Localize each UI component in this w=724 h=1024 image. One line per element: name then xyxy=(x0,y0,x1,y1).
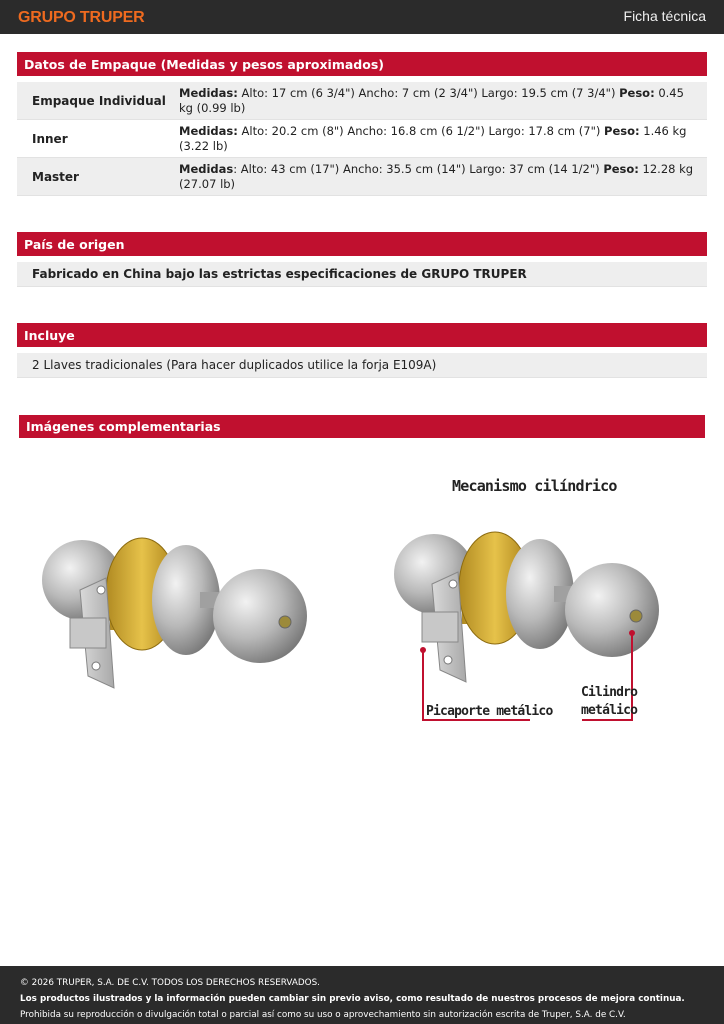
origen-text: Fabricado en China bajo las estrictas especificaciones de GRUPO TRUPER xyxy=(17,262,707,287)
row-value: Medidas: Alto: 20.2 cm (8") Ancho: 16.8 cm (6 1/2") Largo: 17.8 cm (7") Peso: 1.46 kg (3.22 lb) xyxy=(179,123,687,153)
callout-latch-label: Picaporte metálico xyxy=(426,704,553,719)
imagenes-section-header: Imágenes complementarias xyxy=(19,415,705,438)
callout-cylinder-label-2: metálico xyxy=(581,703,638,718)
mechanism-title: Mecanismo cilíndrico xyxy=(452,477,617,495)
footer-legal: Prohibida su reproducción o divulgación total o parcial así como su uso o aprovechamiento sin autorización escrita de Truper, S.A. de C.V. xyxy=(20,1010,626,1020)
empaque-section-header: Datos de Empaque (Medidas y pesos aproximados) xyxy=(17,52,707,76)
empaque-table xyxy=(17,82,707,196)
callout-cylinder-label-1: Cilindro xyxy=(581,685,638,700)
lock-image-right xyxy=(394,532,659,682)
footer xyxy=(0,966,724,1024)
top-bar xyxy=(0,0,724,34)
row-label: Inner xyxy=(32,131,68,146)
row-label: Empaque Individual xyxy=(32,93,166,108)
table-row xyxy=(17,82,707,120)
footer-copyright: © 2026 TRUPER, S.A. DE C.V. TODOS LOS DERECHOS RESERVADOS. xyxy=(20,978,320,988)
table-row xyxy=(17,158,707,196)
row-value: Medidas: Alto: 43 cm (17") Ancho: 35.5 cm (14") Largo: 37 cm (14 1/2") Peso: 12.28 kg (27.07 lb) xyxy=(179,161,694,191)
row-value: Medidas: Alto: 17 cm (6 3/4") Ancho: 7 cm (2 3/4") Largo: 19.5 cm (7 3/4") Peso: 0.45 kg (0.99 lb) xyxy=(179,85,684,115)
origen-section-header: País de origen xyxy=(17,232,707,256)
table-row xyxy=(17,120,707,158)
brand-logo: GRUPO TRUPER xyxy=(18,9,145,26)
incluye-text: 2 Llaves tradicionales (Para hacer duplicados utilice la forja E109A) xyxy=(17,353,707,378)
lock-image-left xyxy=(42,538,307,688)
document-title: Ficha técnica xyxy=(623,8,706,24)
footer-notice: Los productos ilustrados y la información pueden cambiar sin previo aviso, como resultado de nuestros procesos de mejora continua. xyxy=(20,994,685,1004)
incluye-section-header: Incluye xyxy=(17,323,707,347)
row-label: Master xyxy=(32,169,79,184)
